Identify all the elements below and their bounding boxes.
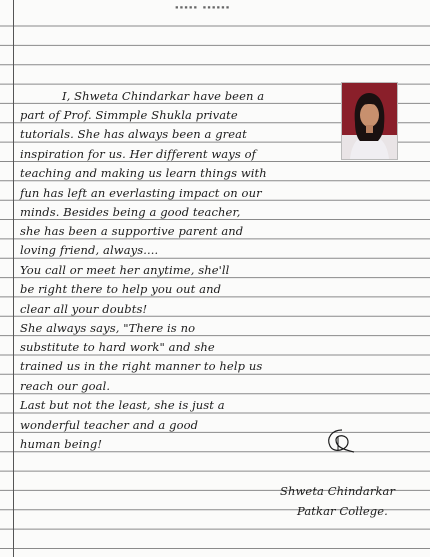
signoff-name: Shweta Chindarkar — [280, 484, 396, 498]
letter-line: inspiration for us. Her different ways of — [20, 147, 256, 161]
letter-line: substitute to hard work" and she — [20, 340, 215, 354]
letter-line: She always says, "There is no — [20, 321, 196, 335]
letter-line: be right there to help you out and — [20, 282, 222, 296]
letter-line: she has been a supportive parent and — [20, 224, 244, 238]
student-photo — [341, 82, 398, 160]
signoff-college: Patkar College. — [297, 504, 388, 518]
margin-line — [13, 0, 14, 557]
letter-line: trained us in the right manner to help us — [20, 359, 263, 373]
letter-line: reach our goal. — [20, 379, 111, 393]
letter-line: You call or meet her anytime, she'll — [20, 263, 230, 277]
letter-line: minds. Besides being a good teacher, — [20, 205, 241, 219]
letter-line: teaching and making us learn things with — [20, 166, 267, 180]
letter-line: wonderful teacher and a good — [20, 418, 199, 432]
letter-line: part of Prof. Simmple Shukla private — [20, 108, 238, 122]
letter-line: tutorials. She has always been a great — [20, 127, 247, 141]
page-header-marks: ▪▪▪▪▪ ▪▪▪▪▪▪ — [175, 4, 231, 11]
letter-line: clear all your doubts! — [20, 302, 148, 316]
letter-line: human being! — [20, 437, 103, 451]
signature-mark — [322, 426, 358, 456]
letter-line: loving friend, always.... — [20, 243, 159, 257]
letter-line: Last but not the least, she is just a — [20, 398, 225, 412]
letter-line: I, Shweta Chindarkar have been a — [62, 89, 265, 103]
letter-line: fun has left an everlasting impact on our — [20, 186, 262, 200]
